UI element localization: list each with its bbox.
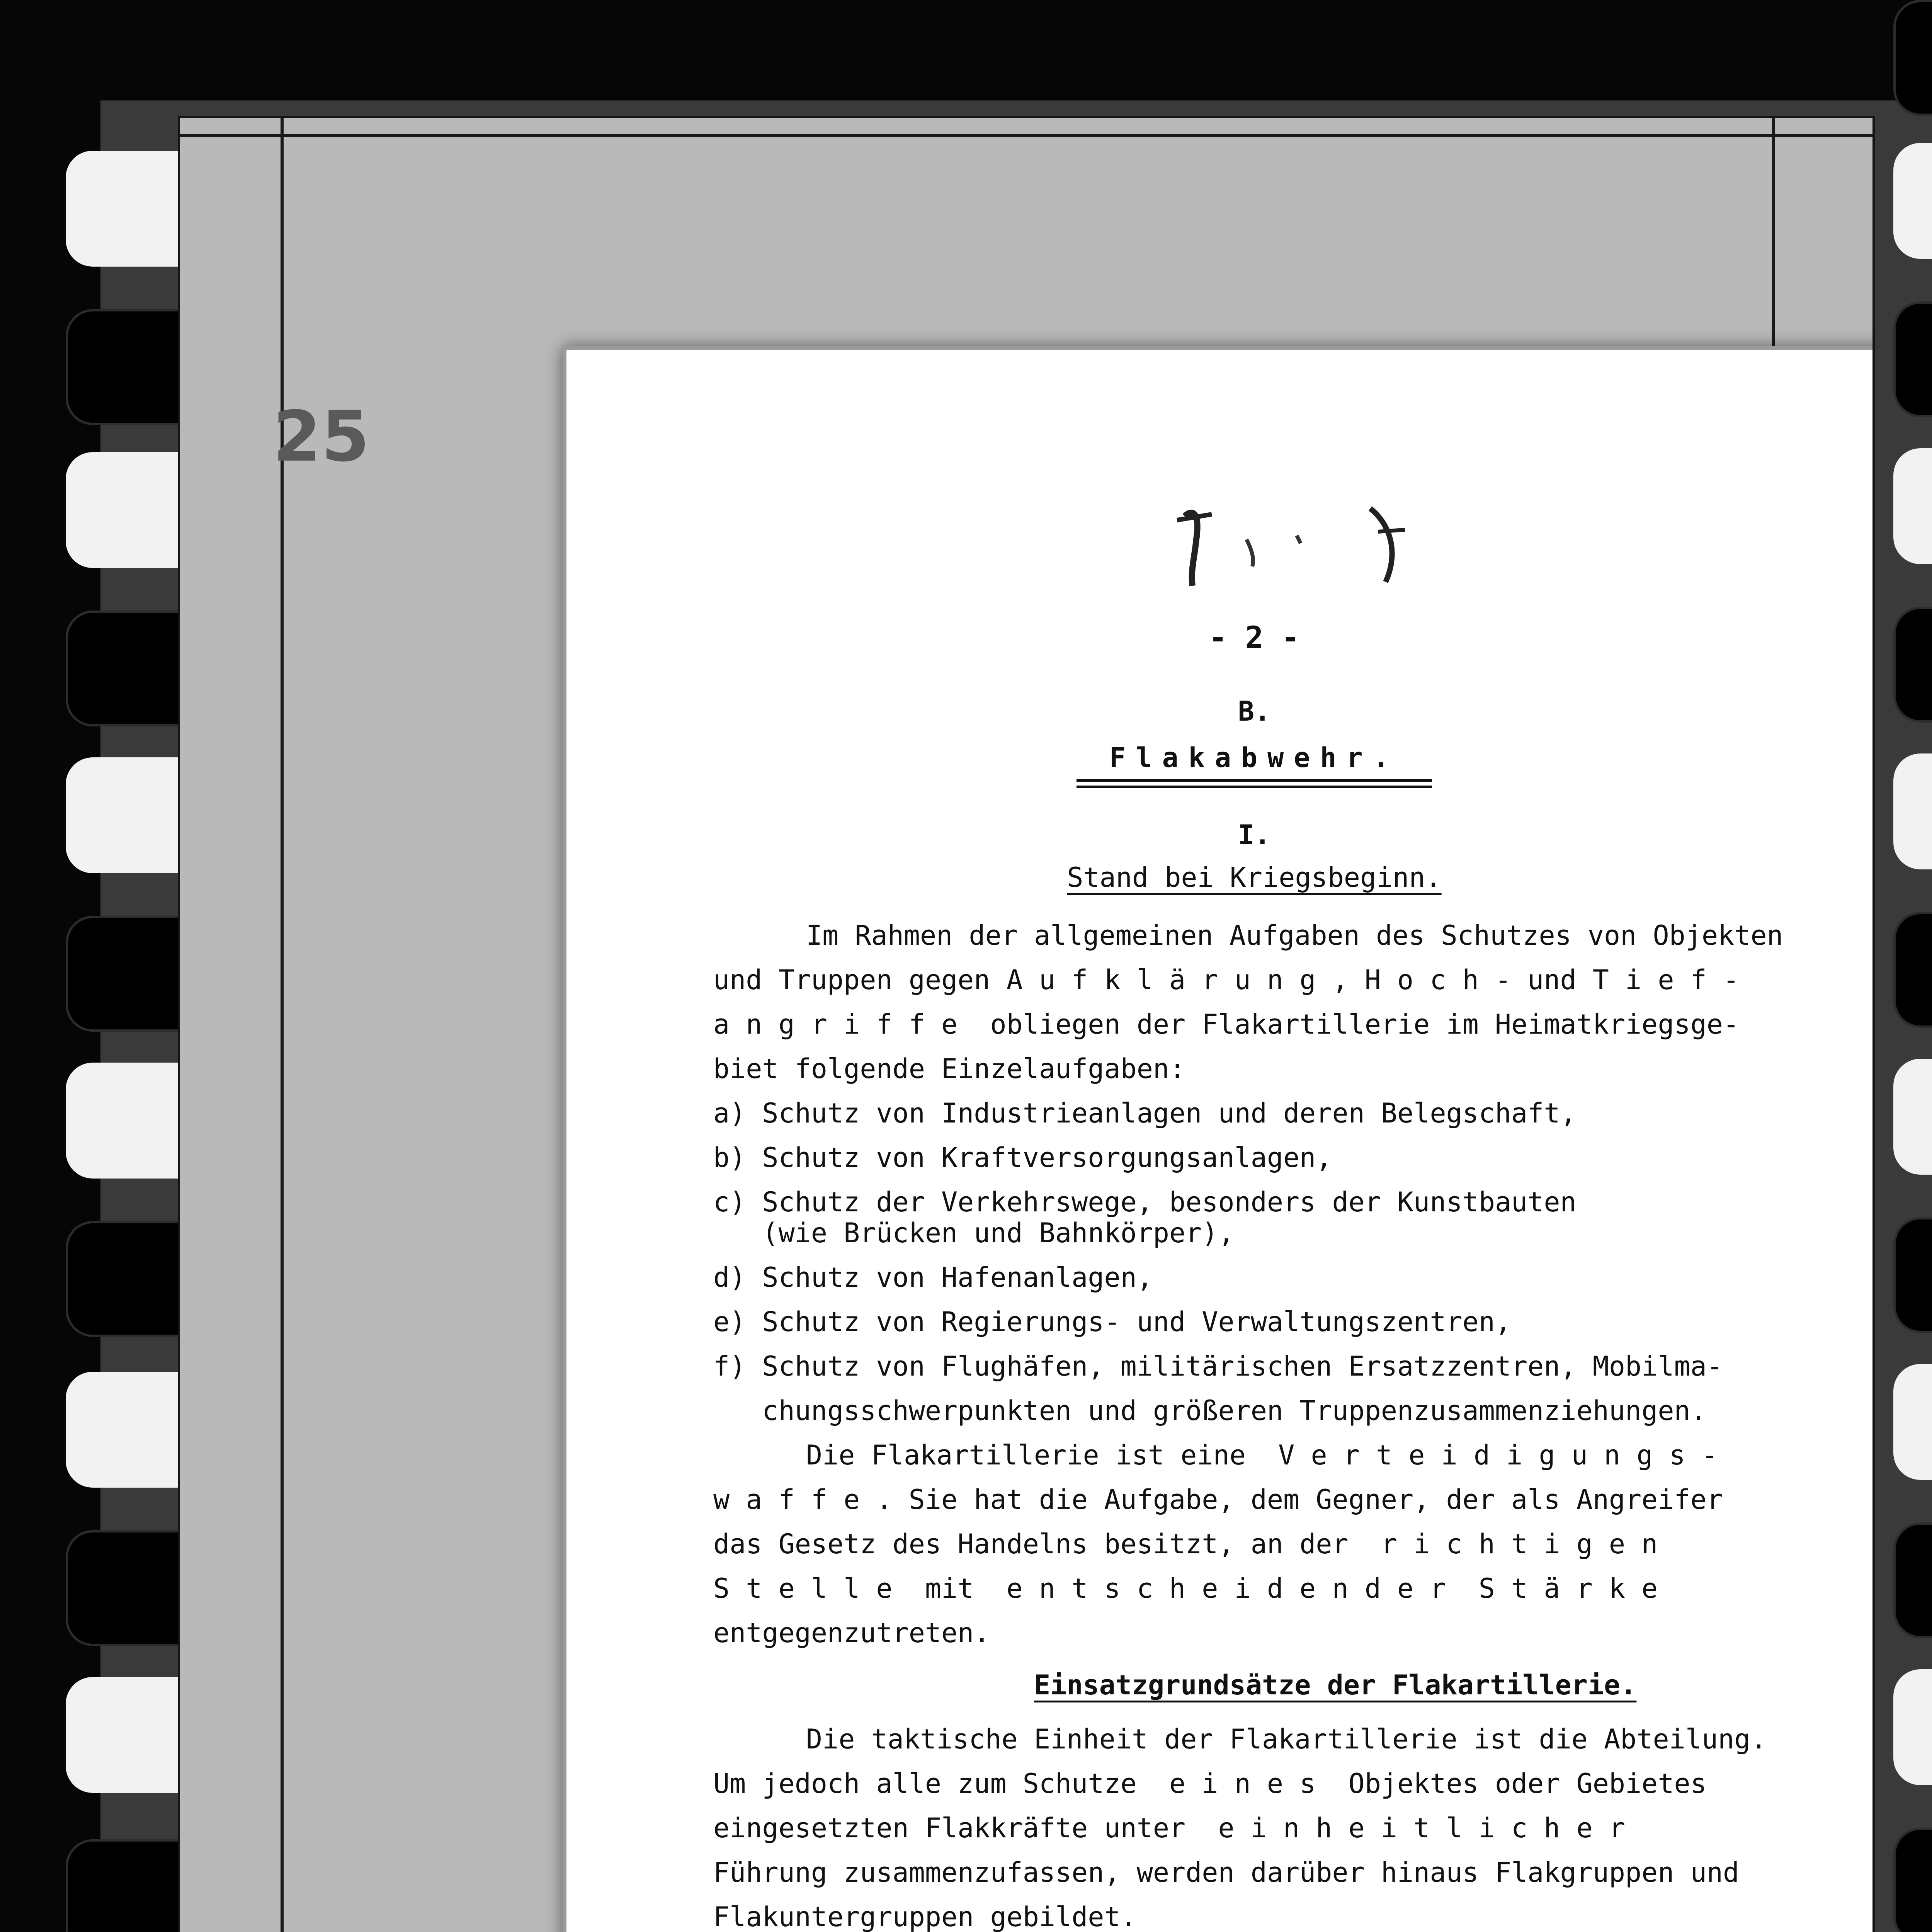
paragraph-line: eingesetzten Flakkräfte unter e i n h e i t l i c h e r	[713, 1812, 1626, 1844]
task-item: c) Schutz der Verkehrswege, besonders der Kunstbauten	[713, 1186, 1577, 1218]
film-perforation	[1893, 753, 1932, 869]
subsection-number: I.	[1238, 819, 1271, 851]
paragraph-line: a n g r i f f e obliegen der Flakartillerie im Heimatkriegsge-	[713, 1009, 1740, 1040]
paragraph-line: Die taktische Einheit der Flakartillerie ist die Abteilung.	[806, 1723, 1767, 1755]
film-perforation	[1893, 448, 1932, 564]
film-perforation	[1893, 912, 1932, 1028]
task-item: (wie Brücken und Bahnkörper),	[713, 1217, 1235, 1249]
task-item: f) Schutz von Flughäfen, militärischen Ersatzzentren, Mobilma-	[713, 1350, 1723, 1382]
principles-heading: Einsatzgrundsätze der Flakartillerie.	[1034, 1669, 1637, 1701]
film-perforation	[1893, 0, 1932, 116]
document-page	[563, 346, 1875, 1932]
paragraph-line: S t e l l e mit e n t s c h e i d e n d e r S t ä r k e	[713, 1573, 1658, 1604]
film-perforation	[1893, 1669, 1932, 1785]
paragraph-line: w a f f e . Sie hat die Aufgabe, dem Gegner, der als Angreifer	[713, 1484, 1723, 1515]
task-item: a) Schutz von Industrieanlagen und deren Belegschaft,	[713, 1097, 1577, 1129]
right-perforations	[1893, 0, 1932, 1932]
paragraph-line: das Gesetz des Handelns besitzt, an der r i c h t i g e n	[713, 1528, 1658, 1560]
film-perforation	[1893, 301, 1932, 417]
task-item: b) Schutz von Kraftversorgungsanlagen,	[713, 1142, 1332, 1173]
film-perforation	[1893, 1059, 1932, 1175]
handwritten-mark	[1169, 493, 1440, 594]
paragraph-line: Flakuntergruppen gebildet.	[713, 1901, 1137, 1932]
task-item: e) Schutz von Regierungs- und Verwaltungszentren,	[713, 1306, 1512, 1338]
frame-number: 25	[273, 396, 370, 477]
paragraph-line: und Truppen gegen A u f k l ä r u n g , H o c h - und T i e f -	[713, 964, 1740, 996]
film-perforation	[1893, 1522, 1932, 1638]
paragraph-line: biet folgende Einzelaufgaben:	[713, 1053, 1186, 1085]
frame-border-line	[180, 134, 1872, 137]
section-letter: B.	[1238, 696, 1271, 727]
paragraph-line: Um jedoch alle zum Schutze e i n e s Objektes oder Gebietes	[713, 1768, 1707, 1799]
paragraph-line: Im Rahmen der allgemeinen Aufgaben des Schutzes von Objekten	[806, 920, 1783, 951]
section-title: Flakabwehr.	[1109, 742, 1399, 774]
page-number: - 2 -	[1209, 621, 1300, 655]
film-frame	[178, 116, 1875, 1932]
frame-border-line	[281, 118, 284, 1932]
film-perforation	[1893, 607, 1932, 723]
task-item: chungsschwerpunkten und größeren Truppenzusammenziehungen.	[713, 1395, 1707, 1427]
paragraph-line: entgegenzutreten.	[713, 1617, 990, 1649]
film-perforation	[1893, 1364, 1932, 1480]
task-item: d) Schutz von Hafenanlagen,	[713, 1262, 1153, 1293]
paragraph-line: Die Flakartillerie ist eine V e r t e i d i g u n g s -	[806, 1439, 1718, 1471]
film-perforation	[1893, 1217, 1932, 1333]
film-perforation	[1893, 143, 1932, 259]
film-perforation	[1893, 1828, 1932, 1932]
paragraph-line: Führung zusammenzufassen, werden darüber hinaus Flakgruppen und	[713, 1857, 1740, 1888]
title-double-underline	[1077, 779, 1432, 788]
subsection-title: Stand bei Kriegsbeginn.	[1067, 862, 1442, 893]
